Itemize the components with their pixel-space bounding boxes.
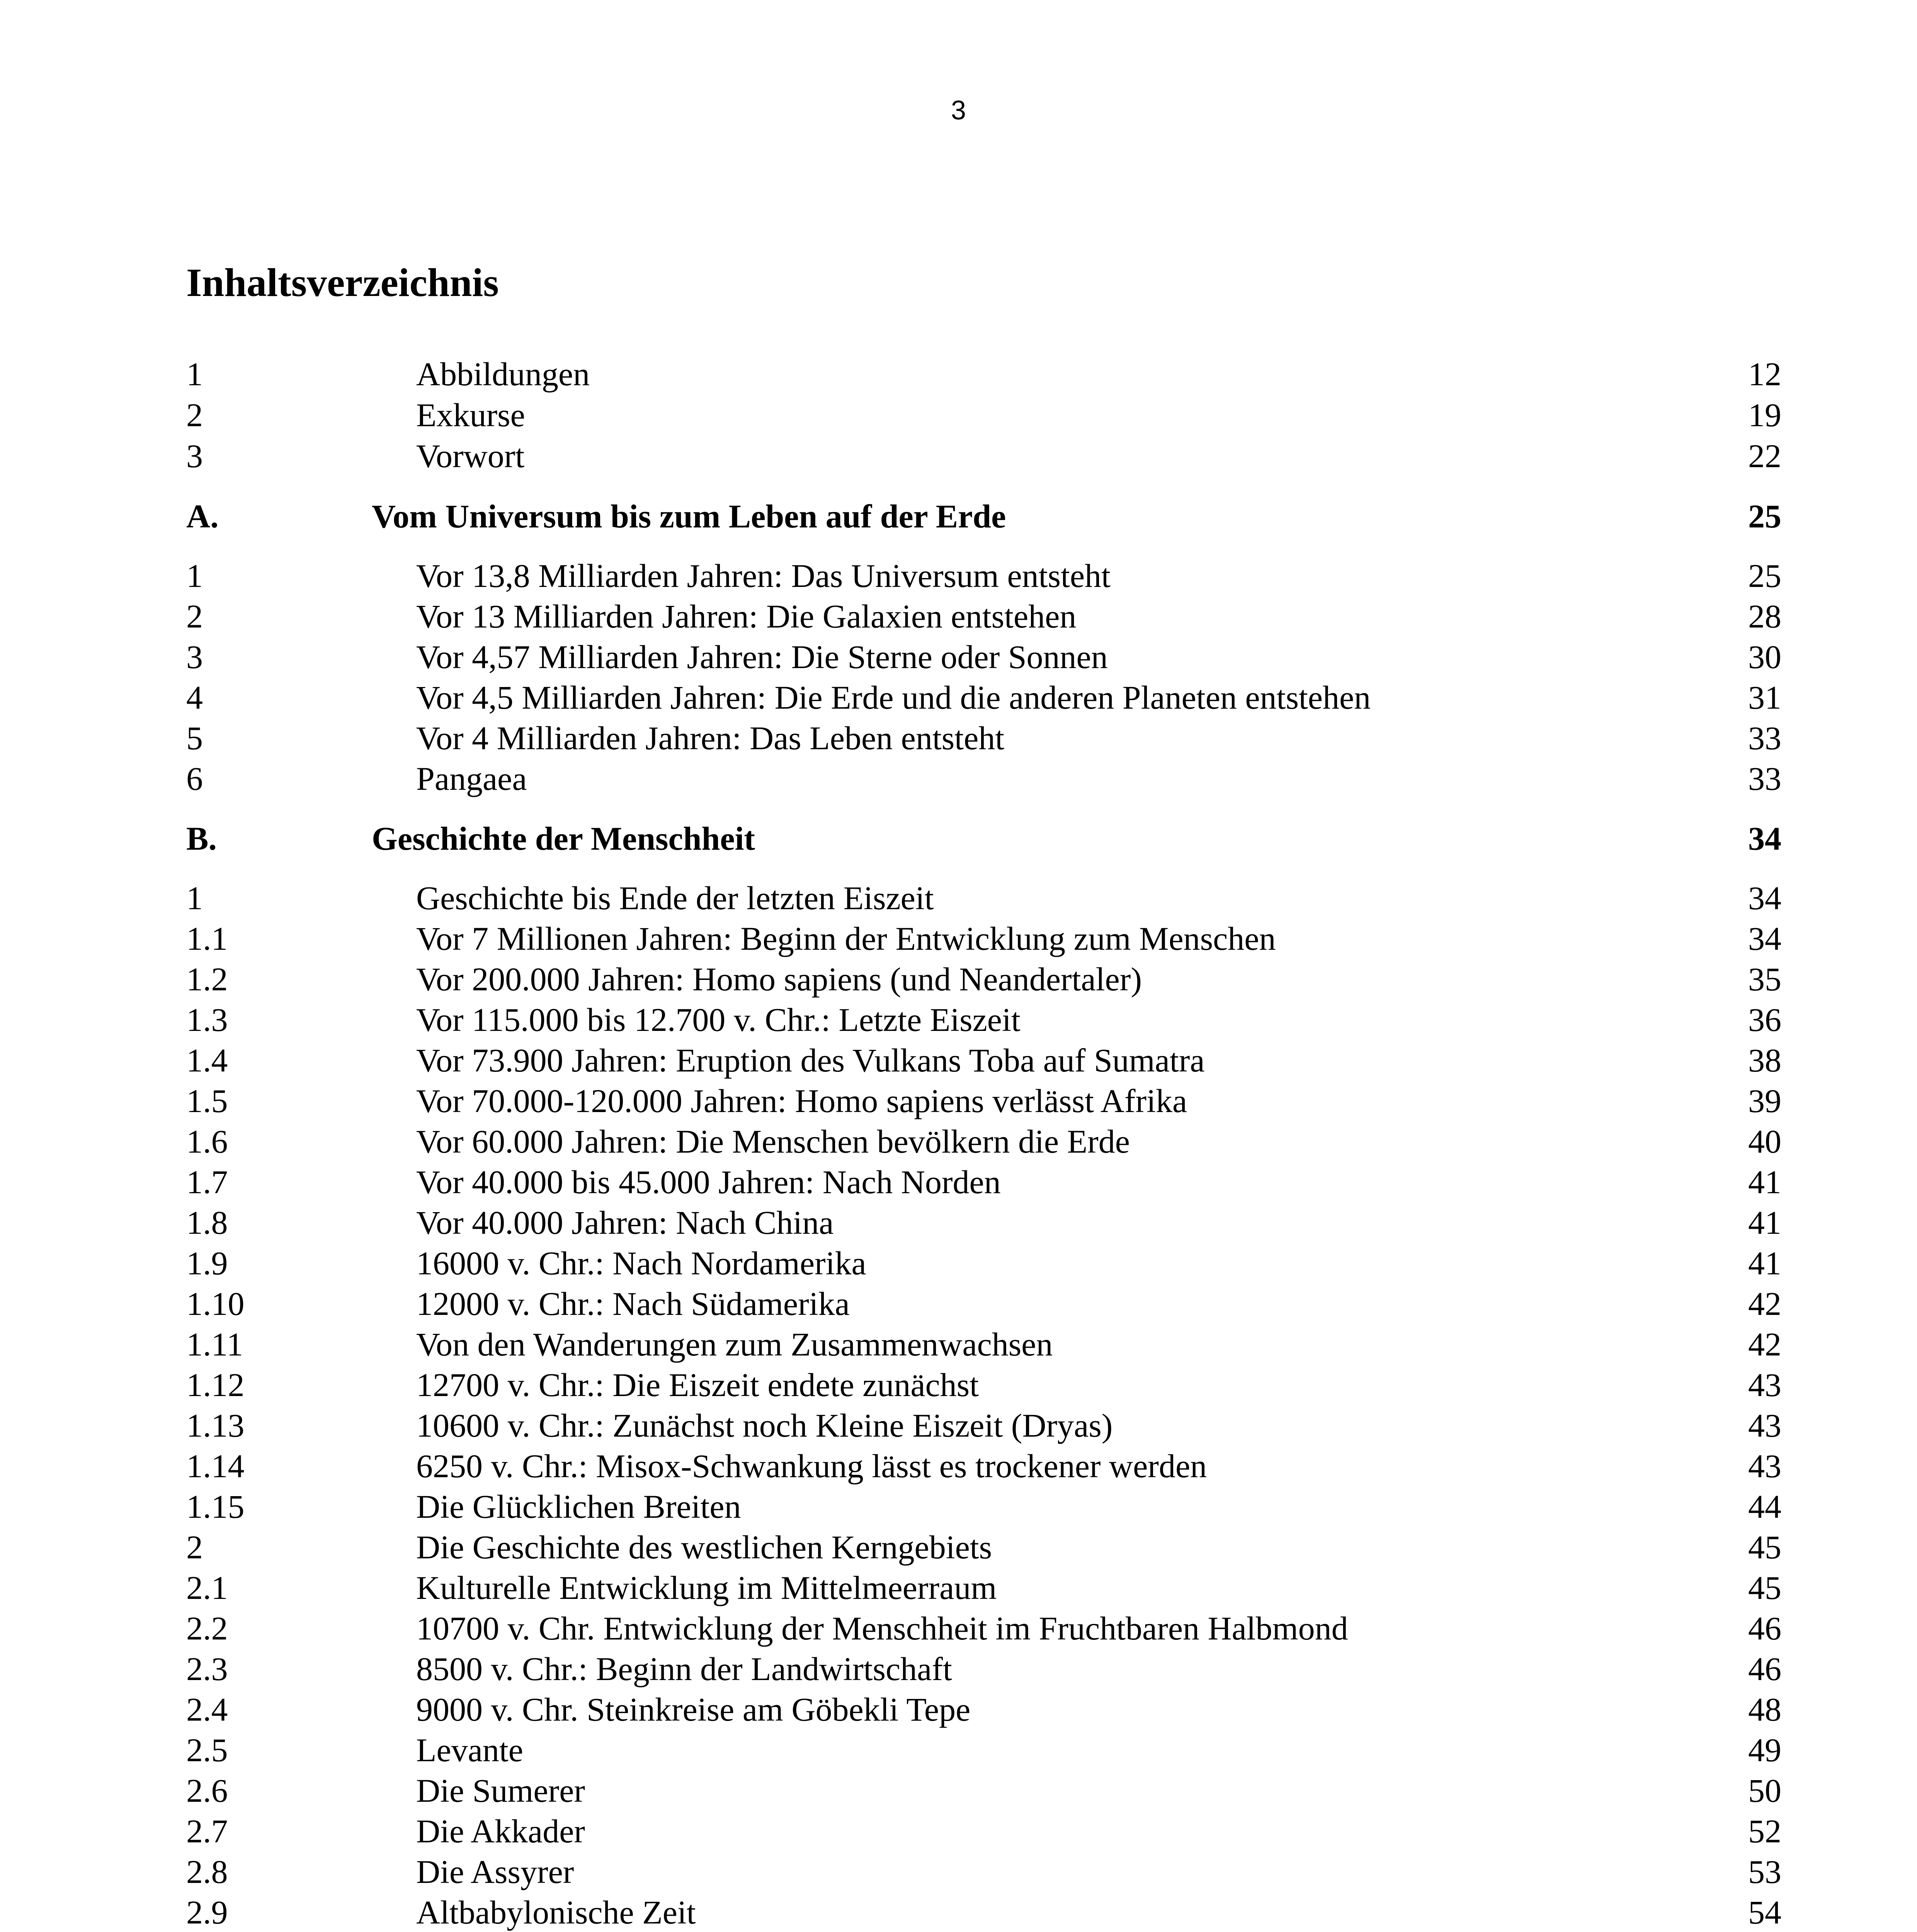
toc-entry[interactable] [186, 1770, 1781, 1811]
toc-entry-number: 2.8 [186, 1853, 228, 1890]
toc-entry-number: 1.1 [186, 920, 228, 957]
toc-entry-number: 2.3 [186, 1650, 228, 1687]
toc-entry[interactable] [186, 435, 1781, 476]
toc-entry-title: Vor 40.000 bis 45.000 Jahren: Nach Norden [416, 1163, 1001, 1201]
toc-entry-number: 1 [186, 557, 203, 594]
toc-entry-page: 33 [1748, 760, 1781, 797]
toc-entry[interactable] [186, 636, 1781, 677]
toc-entry-number: 1.5 [186, 1082, 228, 1119]
toc-entry-number: 1.11 [186, 1326, 243, 1363]
toc-entry-page: 54 [1748, 1894, 1781, 1931]
toc-entry-page: 42 [1748, 1326, 1781, 1363]
toc-entry[interactable] [186, 677, 1781, 718]
toc-entry[interactable] [186, 1243, 1781, 1284]
toc-entry-page: 44 [1748, 1488, 1781, 1525]
toc-entry-number: 4 [186, 679, 203, 716]
toc-entry[interactable] [186, 1364, 1781, 1405]
toc-entry[interactable] [186, 878, 1781, 918]
toc-entry-page: 45 [1748, 1529, 1781, 1566]
toc-entry-page: 34 [1748, 920, 1781, 957]
toc-entry-title: Vor 70.000-120.000 Jahren: Homo sapiens verlässt Afrika [416, 1082, 1187, 1119]
toc-entry[interactable] [186, 1040, 1781, 1081]
toc-entry-page: 31 [1748, 679, 1781, 716]
toc-entry-number: 1.14 [186, 1447, 245, 1485]
toc-entry-page: 41 [1748, 1204, 1781, 1241]
toc-entry-title: 6250 v. Chr.: Misox-Schwankung lässt es trockener werden [416, 1447, 1207, 1485]
toc-entry[interactable] [186, 1608, 1781, 1649]
toc-entry[interactable] [186, 395, 1781, 435]
toc-entry-page: 48 [1748, 1691, 1781, 1728]
toc-entry[interactable] [186, 1527, 1781, 1568]
toc-entry[interactable] [186, 1121, 1781, 1162]
toc-part-title: Vom Universum bis zum Leben auf der Erde [372, 498, 1006, 535]
toc-entry-title: Geschichte bis Ende der letzten Eiszeit [416, 879, 934, 917]
toc-title: Inhaltsverzeichnis [186, 260, 499, 305]
toc-entry[interactable] [186, 596, 1781, 637]
toc-entry-title: Die Akkader [416, 1813, 585, 1850]
toc-entry-page: 41 [1748, 1245, 1781, 1282]
toc-entry-title: Vor 4,5 Milliarden Jahren: Die Erde und die anderen Planeten entstehen [416, 679, 1371, 716]
toc-entry-title: Vorwort [416, 437, 525, 474]
toc-entry-page: 38 [1748, 1042, 1781, 1079]
toc-entry[interactable] [186, 999, 1781, 1040]
toc-entry-page: 46 [1748, 1650, 1781, 1687]
toc-entry[interactable] [186, 1811, 1781, 1852]
toc-entry-page: 53 [1748, 1853, 1781, 1890]
toc-entry-title: Vor 73.900 Jahren: Eruption des Vulkans Toba auf Sumatra [416, 1042, 1205, 1079]
toc-entry-number: 2.4 [186, 1691, 228, 1728]
toc-entry-title: 10600 v. Chr.: Zunächst noch Kleine Eiszeit (Dryas) [416, 1407, 1113, 1444]
toc-entry[interactable] [186, 1648, 1781, 1689]
toc-entry[interactable] [186, 959, 1781, 1000]
toc-entry[interactable] [186, 1446, 1781, 1486]
toc-entry[interactable] [186, 718, 1781, 759]
toc-entry-number: 5 [186, 719, 203, 757]
toc-entry-title: Exkurse [416, 396, 525, 434]
toc-entry-title: Vor 40.000 Jahren: Nach China [416, 1204, 834, 1241]
toc-entry-number: 1.2 [186, 961, 228, 998]
toc-entry-title: Die Assyrer [416, 1853, 574, 1890]
toc-entry-number: 1.9 [186, 1245, 228, 1282]
toc-entry-title: 16000 v. Chr.: Nach Nordamerika [416, 1245, 866, 1282]
toc-entry-page: 28 [1748, 598, 1781, 635]
toc-entry-title: Die Sumerer [416, 1772, 585, 1809]
toc-part-heading-b[interactable] [186, 818, 1781, 859]
toc-entry-title: Vor 60.000 Jahren: Die Menschen bevölkern die Erde [416, 1123, 1130, 1160]
toc-entry-title: Vor 13 Milliarden Jahren: Die Galaxien entstehen [416, 598, 1077, 635]
toc-entry[interactable] [186, 1324, 1781, 1365]
toc-entry-page: 33 [1748, 719, 1781, 757]
toc-entry-number: 2.1 [186, 1569, 228, 1606]
toc-entry-page: 30 [1748, 638, 1781, 675]
toc-entry-number: 2 [186, 598, 203, 635]
toc-entry[interactable] [186, 758, 1781, 799]
toc-entry-page: 40 [1748, 1123, 1781, 1160]
toc-entry-number: 1.12 [186, 1366, 245, 1403]
toc-entry-title: Vor 7 Millionen Jahren: Beginn der Entwicklung zum Menschen [416, 920, 1276, 957]
toc-entry-number: 6 [186, 760, 203, 797]
toc-entry-number: 1 [186, 879, 203, 917]
toc-entry-page: 22 [1748, 437, 1781, 474]
toc-entry-number: 2.6 [186, 1772, 228, 1809]
toc-entry-page: 43 [1748, 1366, 1781, 1403]
toc-part-title: Geschichte der Menschheit [372, 820, 755, 857]
toc-part-number: B. [186, 820, 217, 857]
toc-entry-title: Vor 13,8 Milliarden Jahren: Das Universum entsteht [416, 557, 1111, 594]
toc-entry-title: Pangaea [416, 760, 527, 797]
toc-entry-page: 19 [1748, 396, 1781, 434]
toc-entry-title: 12000 v. Chr.: Nach Südamerika [416, 1285, 850, 1322]
toc-part-page: 34 [1748, 820, 1781, 857]
toc-entry-title: Die Geschichte des westlichen Kerngebiets [416, 1529, 992, 1566]
toc-entry-page: 42 [1748, 1285, 1781, 1322]
toc-entry-page: 52 [1748, 1813, 1781, 1850]
toc-entry[interactable] [186, 1486, 1781, 1527]
toc-entry-page: 34 [1748, 879, 1781, 917]
toc-entry-title: 10700 v. Chr. Entwicklung der Menschheit im Fruchtbaren Halbmond [416, 1610, 1348, 1647]
toc-entry-title: 8500 v. Chr.: Beginn der Landwirtschaft [416, 1650, 952, 1687]
toc-part-page: 25 [1748, 498, 1781, 535]
toc-entry[interactable] [186, 1283, 1781, 1324]
toc-entry-title: Vor 200.000 Jahren: Homo sapiens (und Neandertaler) [416, 961, 1142, 998]
toc-entry-title: Vor 4 Milliarden Jahren: Das Leben entsteht [416, 719, 1005, 757]
toc-part-heading-a[interactable] [186, 496, 1781, 537]
toc-entry-number: 1.3 [186, 1001, 228, 1038]
toc-entry-number: 2 [186, 1529, 203, 1566]
toc-entry-page: 46 [1748, 1610, 1781, 1647]
toc-entry[interactable] [186, 1851, 1781, 1892]
toc-entry-page: 36 [1748, 1001, 1781, 1038]
toc-entry-title: Vor 4,57 Milliarden Jahren: Die Sterne oder Sonnen [416, 638, 1108, 675]
toc-entry[interactable] [186, 918, 1781, 959]
toc-entry-page: 25 [1748, 557, 1781, 594]
toc-entry-page: 12 [1748, 355, 1781, 393]
toc-entry[interactable] [186, 1080, 1781, 1121]
toc-entry-number: 2.7 [186, 1813, 228, 1850]
toc-entry-page: 43 [1748, 1407, 1781, 1444]
toc-entry[interactable] [186, 1567, 1781, 1608]
toc-entry-number: 1.4 [186, 1042, 228, 1079]
toc-entry-number: 1.15 [186, 1488, 245, 1525]
toc-entry-number: 3 [186, 638, 203, 675]
toc-entry-title: Von den Wanderungen zum Zusammenwachsen [416, 1326, 1053, 1363]
toc-entry-number: 1.7 [186, 1163, 228, 1201]
toc-entry-number: 1.10 [186, 1285, 245, 1322]
toc-entry-number: 3 [186, 437, 203, 474]
toc-entry-title: 9000 v. Chr. Steinkreise am Göbekli Tepe [416, 1691, 971, 1728]
toc-entry-page: 50 [1748, 1772, 1781, 1809]
toc-entry-page: 49 [1748, 1731, 1781, 1769]
toc-entry-page: 41 [1748, 1163, 1781, 1201]
toc-entry-title: Die Glücklichen Breiten [416, 1488, 741, 1525]
toc-entry[interactable] [186, 1162, 1781, 1202]
toc-entry[interactable] [186, 1892, 1781, 1932]
toc-entry-number: 1.6 [186, 1123, 228, 1160]
toc-part-number: A. [186, 498, 219, 535]
toc-entry-number: 1.8 [186, 1204, 228, 1241]
toc-entry[interactable] [186, 1689, 1781, 1730]
toc-entry-number: 1.13 [186, 1407, 245, 1444]
toc-entry-number: 1 [186, 355, 203, 393]
toc-entry-title: 12700 v. Chr.: Die Eiszeit endete zunächst [416, 1366, 979, 1403]
toc-entry[interactable] [186, 354, 1781, 395]
toc-entry[interactable] [186, 1405, 1781, 1446]
toc-entry-title: Kulturelle Entwicklung im Mittelmeerraum [416, 1569, 997, 1606]
toc-entry-number: 2.2 [186, 1610, 228, 1647]
toc-entry-page: 35 [1748, 961, 1781, 998]
page-number: 3 [951, 95, 966, 125]
toc-entry-number: 2 [186, 396, 203, 434]
toc-entry-number: 2.5 [186, 1731, 228, 1769]
toc-entry-page: 39 [1748, 1082, 1781, 1119]
toc-entry-title: Altbabylonische Zeit [416, 1894, 696, 1931]
toc-entry[interactable] [186, 1730, 1781, 1770]
toc-entry[interactable] [186, 1202, 1781, 1243]
toc-entry-page: 43 [1748, 1447, 1781, 1485]
toc-entry-page: 45 [1748, 1569, 1781, 1606]
toc-entry-title: Vor 115.000 bis 12.700 v. Chr.: Letzte Eiszeit [416, 1001, 1021, 1038]
toc-entry-title: Levante [416, 1731, 523, 1769]
toc-entry-number: 2.9 [186, 1894, 228, 1931]
toc-entry-title: Abbildungen [416, 355, 590, 393]
toc-entry[interactable] [186, 555, 1781, 596]
